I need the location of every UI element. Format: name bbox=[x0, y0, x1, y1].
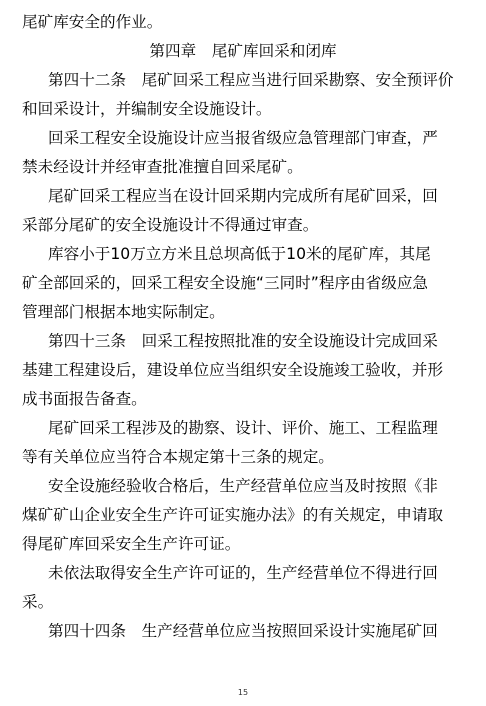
text-line-10: 矿全部回采的，回采工程安全设施“三同时”程序由省级应急 bbox=[22, 274, 429, 292]
page-number: 15 bbox=[237, 688, 249, 697]
text-line-1: 尾矿库安全的作业。 bbox=[22, 13, 163, 31]
text-line-11: 管理部门根据本地实际制定。 bbox=[22, 303, 225, 321]
text-line-4: 和回采设计，并编制安全设施设计。 bbox=[22, 100, 272, 118]
text-line-14: 成书面报告备查。 bbox=[22, 390, 147, 408]
text-line-13: 基建工程建设后，建设单位应当组织安全设施竣工验收，并形 bbox=[22, 361, 444, 379]
text-line-9: 库容小于10万立方米且总坝高低于10米的尾矿库，其尾 bbox=[48, 245, 431, 263]
text-line-3: 第四十二条 尾矿回采工程应当进行回采勘察、安全预评价 bbox=[48, 71, 454, 89]
text-line-8: 采部分尾矿的安全设施设计不得通过审查。 bbox=[22, 216, 319, 234]
text-line-5: 回采工程安全设施设计应当报省级应急管理部门审查，严 bbox=[48, 129, 438, 147]
text-line-22: 第四十四条 生产经营单位应当按照回采设计实施尾矿回 bbox=[48, 622, 438, 640]
text-line-19: 得尾矿库回采安全生产许可证。 bbox=[22, 535, 241, 553]
text-line-17: 安全设施经验收合格后，生产经营单位应当及时按照《非 bbox=[48, 477, 438, 495]
text-line-15: 尾矿回采工程涉及的勘察、设计、评价、施工、工程监理 bbox=[48, 419, 438, 437]
text-line-16: 等有关单位应当符合本规定第十三条的规定。 bbox=[22, 448, 334, 466]
text-line-20: 未依法取得安全生产许可证的，生产经营单位不得进行回 bbox=[48, 564, 438, 582]
text-line-18: 煤矿矿山企业安全生产许可证实施办法》的有关规定，申请取 bbox=[22, 506, 444, 524]
chapter-heading: 第四章 尾矿库回采和闭库 bbox=[149, 42, 337, 60]
text-line-21: 采。 bbox=[22, 593, 54, 611]
text-line-12: 第四十三条 回采工程按照批准的安全设施设计完成回采 bbox=[48, 332, 438, 350]
text-line-6: 禁未经设计并经审查批准擅自回采尾矿。 bbox=[22, 158, 303, 176]
text-line-7: 尾矿回采工程应当在设计回采期内完成所有尾矿回采，回 bbox=[48, 187, 438, 205]
